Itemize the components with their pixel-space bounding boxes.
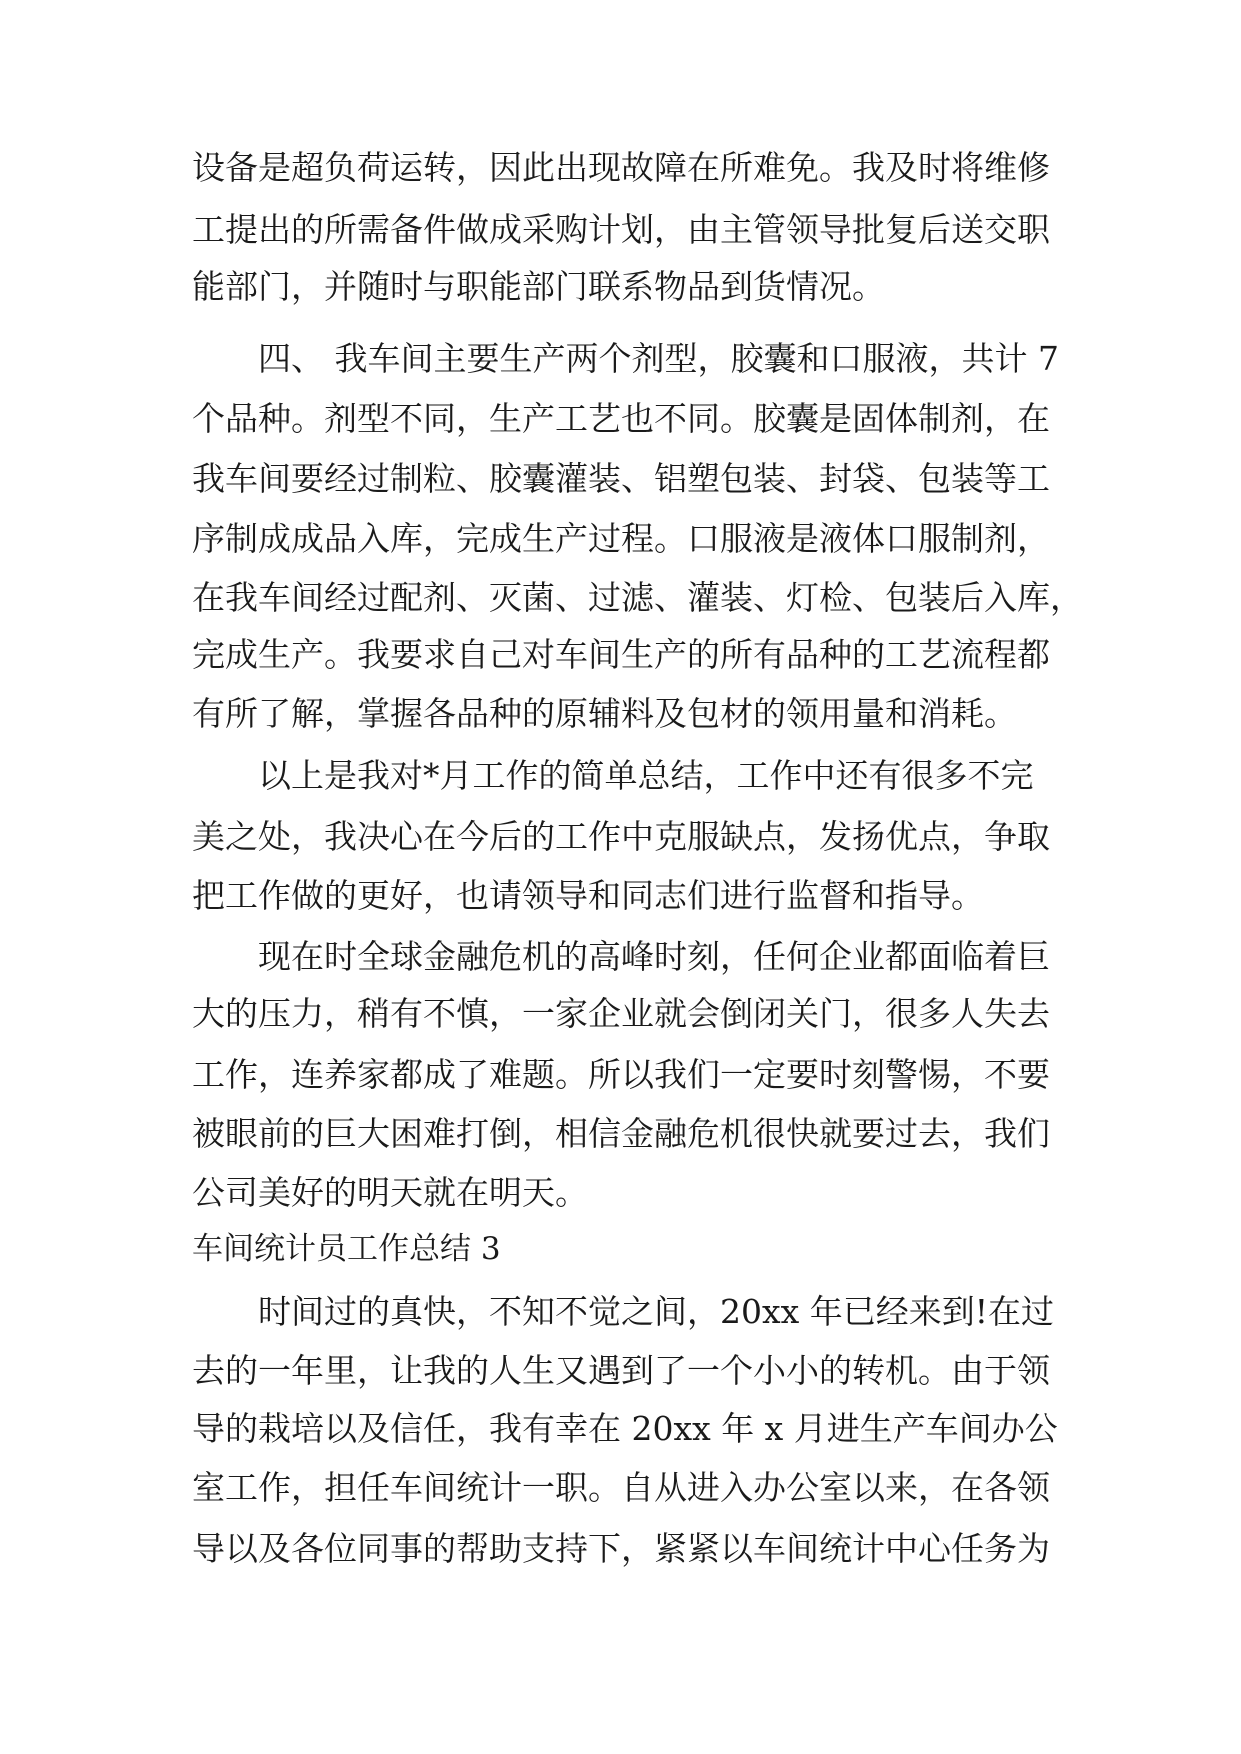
- text-line: 完成生产。我要求自己对车间生产的所有品种的工艺流程都: [192, 635, 1050, 674]
- text-line: 导的栽培以及信任，我有幸在 20xx 年 x 月进生产车间办公: [192, 1409, 1058, 1448]
- text-line: 把工作做的更好，也请领导和同志们进行监督和指导。: [192, 876, 984, 915]
- text-line: 大的压力，稍有不慎，一家企业就会倒闭关门，很多人失去: [192, 994, 1050, 1033]
- text-line: 个品种。剂型不同，生产工艺也不同。胶囊是固体制剂，在: [192, 399, 1050, 438]
- text-line: 工提出的所需备件做成采购计划，由主管领导批复后送交职: [192, 210, 1050, 249]
- text-line: 美之处，我决心在今后的工作中克服缺点，发扬优点，争取: [192, 817, 1050, 856]
- text-line: 设备是超负荷运转，因此出现故障在所难免。我及时将维修: [192, 148, 1050, 187]
- text-line: 工作，连养家都成了难题。所以我们一定要时刻警惕，不要: [192, 1055, 1050, 1094]
- text-line: 被眼前的巨大困难打倒，相信金融危机很快就要过去，我们: [192, 1114, 1050, 1153]
- text-line: 以上是我对*月工作的简单总结，工作中还有很多不完: [258, 756, 1034, 795]
- text-line: 四、 我车间主要生产两个剂型，胶囊和口服液，共计 7: [258, 339, 1059, 378]
- section-heading: 车间统计员工作总结 3: [192, 1231, 501, 1267]
- text-line: 有所了解，掌握各品种的原辅料及包材的领用量和消耗。: [192, 694, 1017, 733]
- text-line: 导以及各位同事的帮助支持下，紧紧以车间统计中心任务为: [192, 1529, 1050, 1568]
- text-line: 能部门，并随时与职能部门联系物品到货情况。: [192, 267, 885, 306]
- text-line: 公司美好的明天就在明天。: [192, 1173, 588, 1212]
- text-line: 去的一年里，让我的人生又遇到了一个小小的转机。由于领: [192, 1351, 1050, 1390]
- text-line: 序制成成品入库，完成生产过程。口服液是液体口服制剂，: [192, 519, 1050, 558]
- text-line: 现在时全球金融危机的高峰时刻，任何企业都面临着巨: [258, 937, 1050, 976]
- text-line: 在我车间经过配剂、灭菌、过滤、灌装、灯检、包装后入库，: [192, 578, 1083, 617]
- text-line: 室工作，担任车间统计一职。自从进入办公室以来，在各领: [192, 1468, 1050, 1507]
- text-line: 我车间要经过制粒、胶囊灌装、铝塑包装、封袋、包装等工: [192, 459, 1050, 498]
- text-line: 时间过的真快，不知不觉之间，20xx 年已经来到!在过: [258, 1292, 1054, 1331]
